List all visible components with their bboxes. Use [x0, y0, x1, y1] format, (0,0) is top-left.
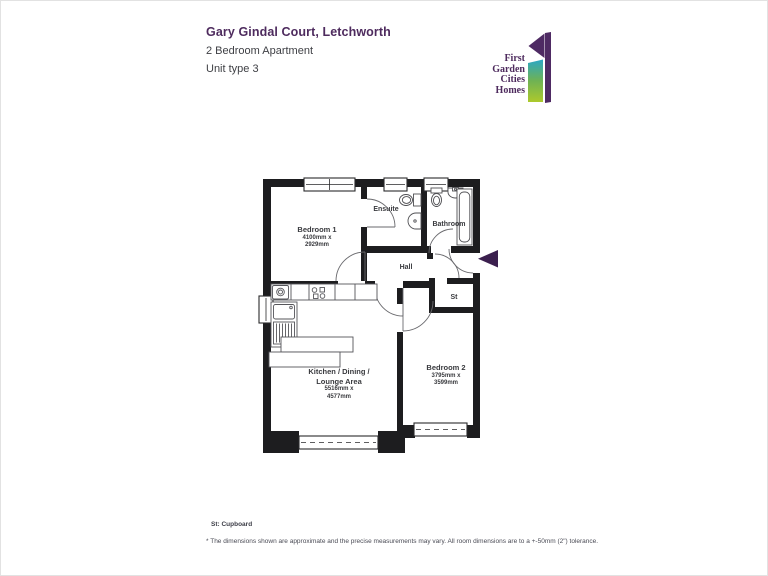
kitchen-fixtures: [269, 284, 377, 367]
unit-type-line: Unit type 3: [206, 62, 259, 75]
door-cupboard: [435, 254, 459, 278]
floorplan: [251, 173, 501, 461]
door-bedroom1: [336, 252, 365, 281]
floorplan-drawing: [251, 173, 501, 461]
logo-line-first: First: [504, 53, 525, 64]
room-label-bathroom: Bathroom: [432, 221, 466, 228]
bathroom-fixtures: [431, 188, 472, 246]
header: [206, 25, 391, 78]
window-bedroom2: [414, 423, 467, 436]
apartment-type: [206, 43, 391, 78]
counter-island: [281, 337, 353, 352]
logo-gradient-bar: [528, 60, 543, 103]
toilet-cistern-symbol: [414, 194, 422, 206]
room-label-bedroom1: Bedroom 1 4100mm x 2929mm: [297, 225, 337, 249]
logo-wordmark: [431, 54, 525, 96]
room-label-kitchen: Kitchen / Dining / Lounge Area 5516mm x 4577mm: [308, 367, 370, 400]
room-label-hall: Hall: [399, 264, 413, 271]
logo-triangle: [529, 34, 545, 59]
counter-island: [269, 352, 340, 367]
room-label-ensuite: Ensuite: [373, 206, 399, 213]
legend-st-cupboard: St: Cupboard: [211, 521, 253, 528]
logo-bar: [545, 32, 551, 103]
room-label-bedroom2: Bedroom 2 3795mm x 3599mm: [426, 363, 466, 387]
subtitle-line: 2 Bedroom Apartment: [206, 45, 314, 57]
logo-line-cities: Cities: [500, 74, 525, 86]
logo-mark-icon: [528, 32, 551, 103]
logo-line-garden: Garden: [492, 63, 525, 75]
hob-symbol: [312, 288, 317, 293]
door-bedroom2: [403, 301, 433, 331]
toilet-cistern-symbol: [431, 188, 442, 193]
page-title: Gary Gindal Court, Letchworth: [206, 25, 391, 39]
entrance-arrow-icon: [478, 250, 498, 268]
dimensions-disclaimer: * The dimensions shown are approximate and the precise measurements may vary. All room dimensions are to a +-50mm (2") tolerance.: [206, 538, 599, 545]
room-label-st: St: [450, 294, 458, 301]
logo-line-homes: Homes: [495, 84, 525, 96]
